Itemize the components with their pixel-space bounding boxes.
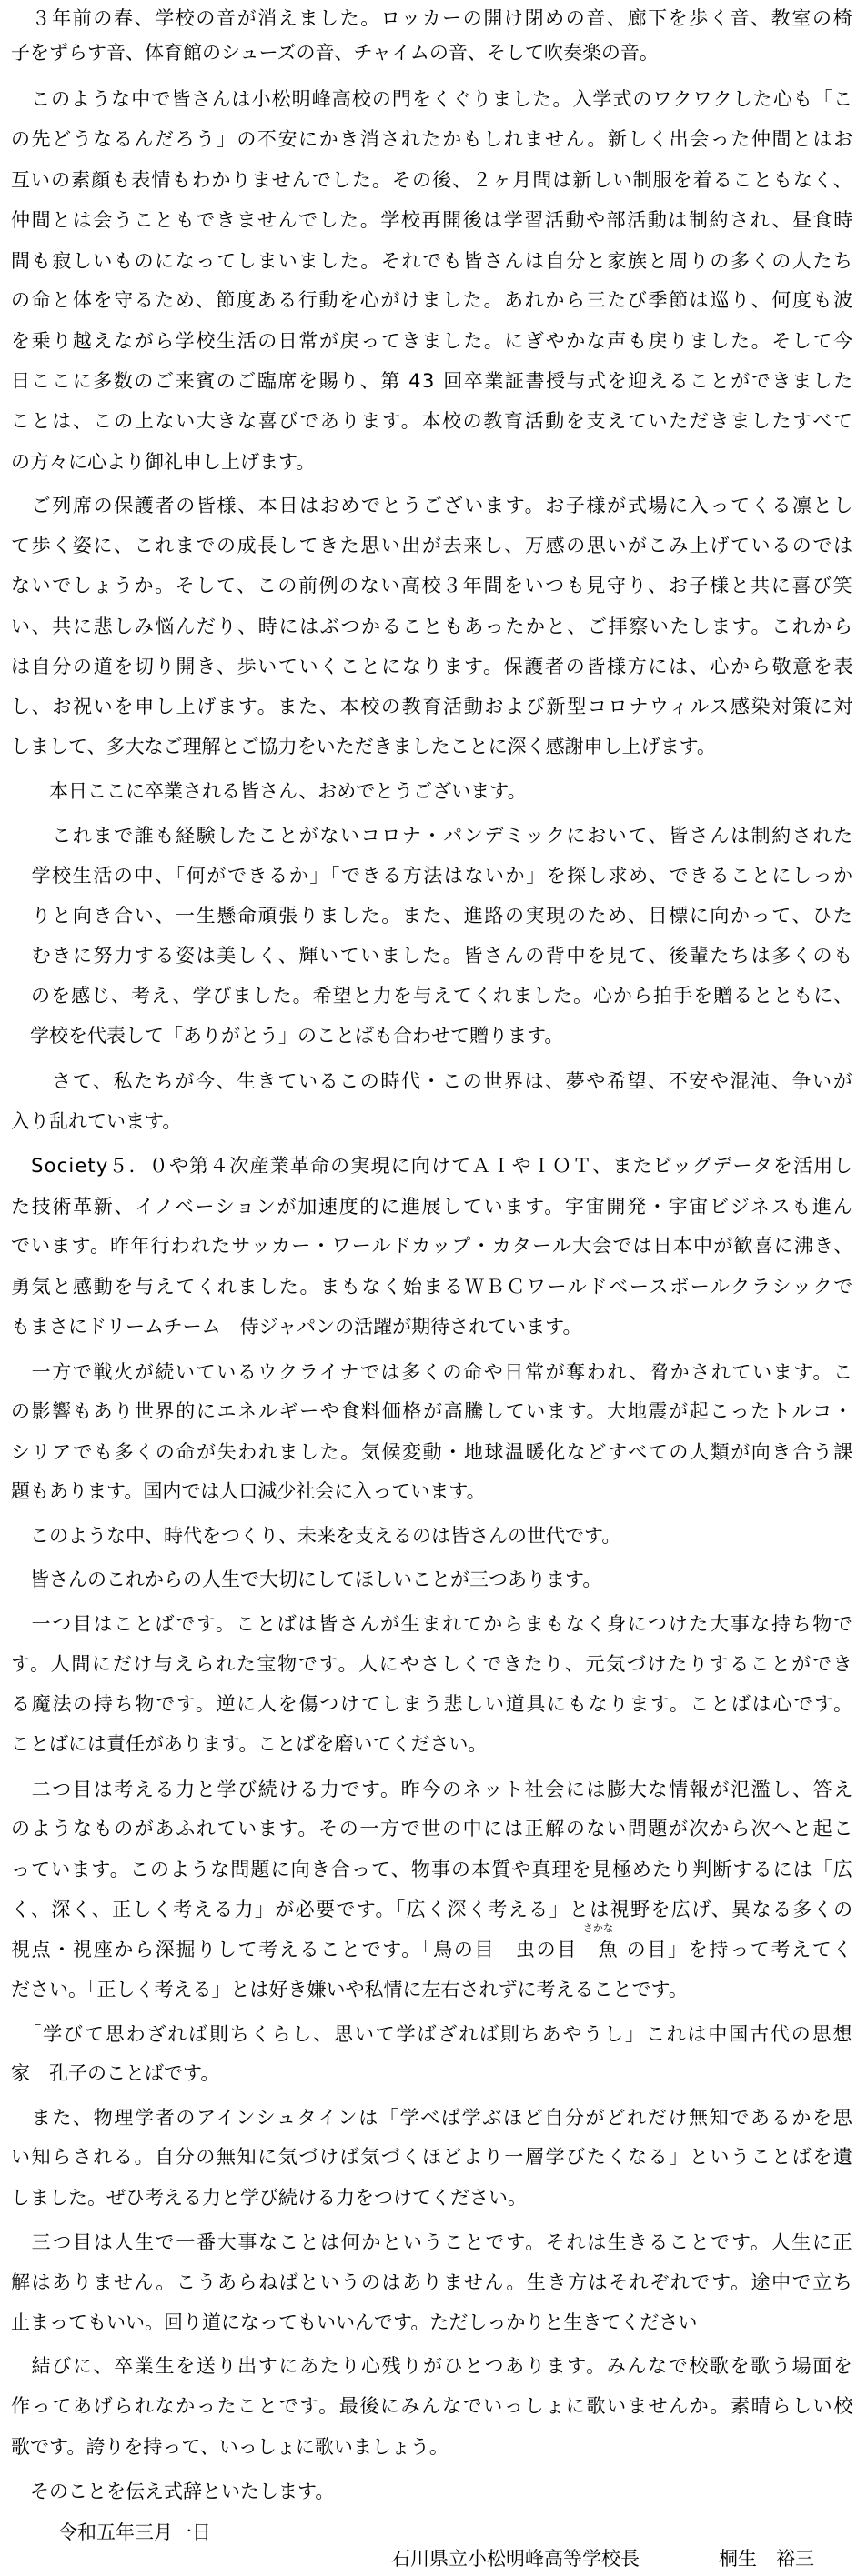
- paragraph-line: 作ってあげられなかったことです。最後にみんなでいっしょに歌いませんか。素晴らしい校: [11, 2395, 854, 2417]
- paragraph-line: ご列席の保護者の皆様、本日はおめでとうございます。お子様が式場に入ってくる凛とし: [11, 495, 854, 516]
- paragraph-line: 解はありません。こうあらねばというのはありません。生き方はそれぞれです。途中で立ち: [11, 2271, 854, 2293]
- paragraph-line: ３年前の春、学校の音が消えました。ロッカーの開け閉めの音、廊下を歩く音、教室の椅: [11, 7, 854, 29]
- paragraph-line: Society５．０や第４次産業革命の実現に向けてＡＩやＩＯＴ、またビッグデータを活用し: [11, 1155, 854, 1177]
- paragraph-line: また、物理学者のアインシュタインは「学べば学ぶほど自分がどれだけ無知であるかを思: [11, 2107, 854, 2129]
- paragraph-line: 題もあります。国内では人口減少社会に入っています。: [11, 1480, 486, 1502]
- paragraph-line: は自分の道を切り開き、歩いていくことになります。保護者の皆様方には、心から敬意を表: [11, 656, 855, 677]
- paragraph-line: い、共に悲しみ悩んだり、時にはぶつかることもあったかと、ご拝察いたします。これから: [11, 616, 854, 637]
- paragraph-line: 「学びて思わざれば則ちくらし、思いて学ばざれば則ちあやうし」これは中国古代の思想: [11, 2023, 854, 2045]
- paragraph-line: 仲間とは会うこともできませんでした。学校再開後は学習活動や部活動は制約され、昼食時: [11, 209, 854, 231]
- paragraph-line: た技術革新、イノベーションが加速度的に進展しています。宇宙開発・宇宙ビジネスも進ん: [11, 1196, 854, 1218]
- paragraph-line: の命と体を守るため、節度ある行動を心がけました。あれから三たび季節は巡り、何度も波: [11, 289, 854, 311]
- principal-name: 桐生 裕三: [719, 2548, 814, 2570]
- paragraph-line: 本日ここに卒業される皆さん、おめでとうございます。: [11, 780, 527, 802]
- paragraph-line: の影響もあり世界的にエネルギーや食料価格が高騰しています。大地震が起こったトルコ・: [11, 1400, 854, 1422]
- paragraph-line: 学校を代表して「ありがとう」のことばも合わせて贈ります。: [11, 1025, 564, 1047]
- paragraph-line: ことは、この上ない大きな喜びであります。本校の教育活動を支えていただきましたすべて: [11, 410, 854, 432]
- paragraph-line: を乗り越えながら学校生活の日常が戻ってきました。にぎやかな声も戻りました。そして今: [11, 330, 854, 352]
- paragraph-line: 止まってもいい。回り道になってもいいんです。ただしっかりと生きてください: [11, 2311, 698, 2333]
- paragraph-line: のを感じ、考え、学びました。希望と力を与えてくれました。心から拍手を贈るとともに、: [11, 985, 854, 1007]
- ruby-reading: さかな: [583, 1922, 613, 1934]
- paragraph-line: 皆さんのこれからの人生で大切にしてほしいことが三つあります。: [11, 1569, 602, 1590]
- paragraph-line: の先どうなるんだろう」の不安にかき消されたかもしれません。新しく出会った仲間とはお: [11, 128, 854, 150]
- paragraph-line: し、お祝いを申し上げます。また、本校の教育活動および新型コロナウィルス感染対策に対: [11, 696, 855, 717]
- paragraph-line: のようなものがあふれています。その一方で世の中には正解のない問題が次から次へと起こ: [11, 1818, 854, 1839]
- paragraph-line: 一方で戦火が続いているウクライナでは多くの命や日常が奪われ、脅かされています。こ: [11, 1361, 854, 1383]
- paragraph-line: 間も寂しいものになってしまいました。それでも皆さんは自分と家族と周りの多くの人たち: [11, 250, 854, 272]
- paragraph-line: 結びに、卒業生を送り出すにあたり心残りがひとつあります。みんなで校歌を歌う場面を: [11, 2355, 854, 2377]
- paragraph-line: 子をずらす音、体育館のシューズの音、チャイムの音、そして吹奏楽の音。: [11, 42, 659, 64]
- paragraph-line: さて、私たちが今、生きているこの時代・この世界は、夢や希望、不安や混沌、争いが: [11, 1070, 854, 1092]
- paragraph-line: る魔法の持ち物です。逆に人を傷つけてしまう悲しい道具にもなります。ことばは心です。: [11, 1693, 854, 1715]
- paragraph-line: 学校生活の中、「何ができるか」「できる方法はないか」を探し求め、できることにしっか: [11, 865, 854, 887]
- paragraph-line: ないでしょうか。そして、この前例のない高校３年間をいつも見守り、お子様と共に喜び笑: [11, 575, 854, 596]
- school-name: 石川県立小松明峰高等学校長: [391, 2548, 640, 2570]
- paragraph-line: 入り乱れています。: [11, 1110, 182, 1132]
- paragraph-line: の方々に心より御礼申し上げます。: [11, 451, 316, 473]
- date-line: 令和五年三月一日: [58, 2521, 211, 2543]
- paragraph-line: 互いの素顔も表情もわかりませんでした。その後、２ヶ月間は新しい制服を着ることもなく、: [11, 169, 853, 191]
- paragraph-line: しました。ぜひ考える力と学び続ける力をつけてください。: [11, 2187, 527, 2209]
- paragraph-line: シリアでも多くの命が失われました。気候変動・地球温暖化などすべての人類が向き合う課: [11, 1441, 854, 1463]
- paragraph-line: でいます。昨年行われたサッカー・ワールドカップ・カタール大会では日本中が歓喜に沸き、: [11, 1235, 854, 1257]
- paragraph-line: ださい。「正しく考える」とは好き嫌いや私情に左右されずに考えることです。: [11, 1979, 688, 2000]
- paragraph-line: 勇気と感動を与えてくれました。まもなく始まるＷＢＣワールドベースボールクラシックで: [11, 1276, 854, 1298]
- paragraph-line: い知らされる。自分の無知に気づけば気づくほどより一層学びたくなる」ということばを遺: [11, 2146, 854, 2168]
- paragraph-line: く、深く、正しく考える力」が必要です。「広く深く考える」とは視野を広げ、異なる多くの: [11, 1899, 854, 1920]
- paragraph-line: りと向き合い、一生懸命頑張りました。また、進路の実現のため、目標に向かって、ひた: [11, 905, 854, 927]
- paragraph-line: そのことを伝え式辞といたします。: [11, 2481, 335, 2502]
- paragraph-line: むきに努力する姿は美しく、輝いていました。皆さんの背中を見て、後輩たちは多くのも: [11, 945, 854, 967]
- paragraph-line: これまで誰も経験したことがないコロナ・パンデミックにおいて、皆さんは制約された: [11, 825, 854, 847]
- paragraph-line: て歩く姿に、これまでの成長してきた思い出が去来し、万感の思いがこみ上げているのでは: [11, 535, 854, 556]
- paragraph-line: このような中、時代をつくり、未来を支えるのは皆さんの世代です。: [11, 1525, 621, 1547]
- paragraph-line: 二つ目は考える力と学び続ける力です。昨今のネット社会には膨大な情報が氾濫し、答え: [11, 1779, 854, 1800]
- paragraph-line: しまして、多大なご理解とご協力をいただきましたことに深く感謝申し上げます。: [11, 736, 716, 757]
- paragraph-line: 日ここに多数のご来賓のご臨席を賜り、第 43 回卒業証書授与式を迎えることができました: [11, 370, 854, 392]
- paragraph-line: ことばには責任があります。ことばを磨いてください。: [11, 1733, 488, 1755]
- paragraph-line: す。人間にだけ与えられた宝物です。人にやさしくできたり、元気づけたりすることができ: [11, 1653, 854, 1675]
- paragraph-line: っています。このような問題に向き合って、物事の本質や真理を見極めたり判断するには「広: [11, 1859, 853, 1880]
- paragraph-line: 家 孔子のことばです。: [11, 2062, 220, 2084]
- paragraph-line: 歌です。誇りを持って、いっしょに歌いましょう。: [11, 2436, 449, 2458]
- paragraph-line: 三つ目は人生で一番大事なことは何かということです。それは生きることです。人生に正: [11, 2231, 854, 2253]
- paragraph-line: もまさにドリームチーム 侍ジャパンの活躍が期待されています。: [11, 1316, 582, 1338]
- paragraph-line: このような中で皆さんは小松明峰高校の門をくぐりました。入学式のワクワクした心も「こ: [11, 88, 854, 110]
- paragraph-line: 一つ目はことばです。ことばは皆さんが生まれてからまもなく身につけた大事な持ち物で: [11, 1613, 854, 1635]
- paragraph-line: 視点・視座から深掘りして考えることです。「鳥の目 虫の目 魚 の目」を持って考えてく: [11, 1939, 854, 1960]
